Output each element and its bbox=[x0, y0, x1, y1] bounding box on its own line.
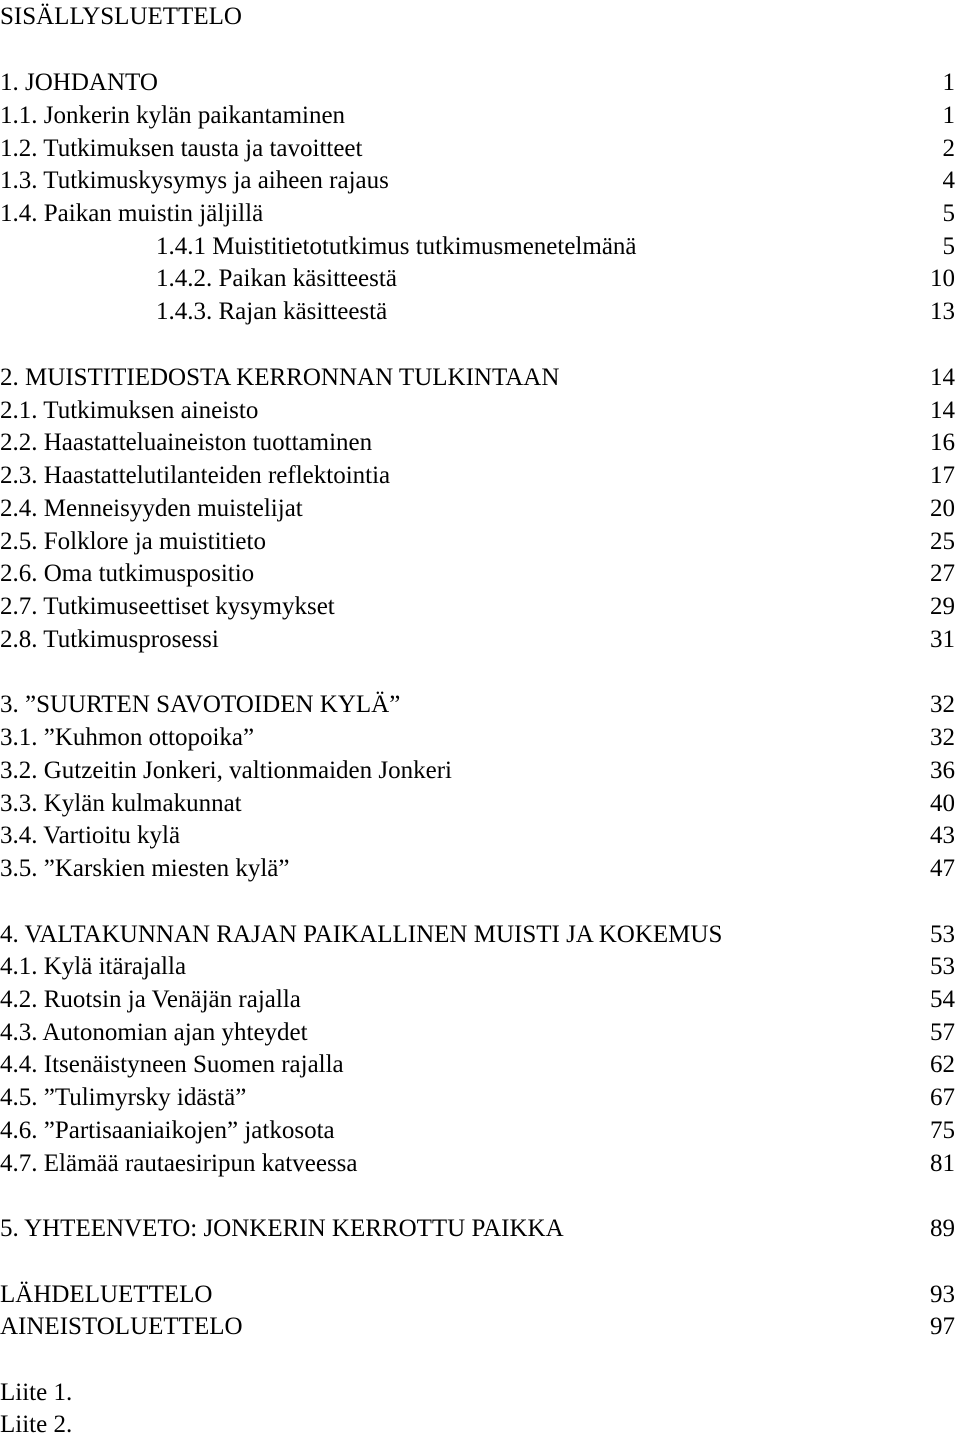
toc-entry bbox=[0, 1410, 955, 1440]
toc-entry bbox=[0, 1116, 955, 1146]
toc-entry-page-number: 53 bbox=[930, 953, 955, 980]
toc-entry-label: 2.3. Haastattelutilanteiden reflektointia bbox=[0, 462, 391, 489]
toc-entry-page-number: 10 bbox=[930, 265, 955, 292]
toc-entry-label: 4.7. Elämää rautaesiripun katveessa bbox=[0, 1150, 358, 1177]
toc-entry-label: 3.2. Gutzeitin Jonkeri, valtionmaiden Jonkeri bbox=[0, 757, 452, 784]
toc-entry-label: 4.5. ”Tulimyrsky idästä” bbox=[0, 1084, 247, 1111]
toc-entry-label: 4.3. Autonomian ajan yhteydet bbox=[0, 1019, 308, 1046]
toc-entry-label: 1.4.1 Muistitietotutkimus tutkimusmenetelmänä bbox=[156, 233, 637, 260]
toc-entry bbox=[0, 559, 955, 589]
toc-entry-page-number: 67 bbox=[930, 1084, 955, 1111]
toc-entry bbox=[0, 690, 955, 720]
toc-entry-page-number: 4 bbox=[942, 167, 955, 194]
toc-entry bbox=[0, 592, 955, 622]
toc-entry bbox=[0, 625, 955, 655]
toc-entry-page-number: 14 bbox=[930, 364, 955, 391]
toc-title: SISÄLLYSLUETTELO bbox=[0, 3, 242, 30]
toc-entry bbox=[0, 1149, 955, 1179]
toc-entry-page-number: 54 bbox=[930, 986, 955, 1013]
toc-entry bbox=[0, 789, 955, 819]
toc-entry-page-number: 43 bbox=[930, 822, 955, 849]
toc-entry-label: AINEISTOLUETTELO bbox=[0, 1313, 243, 1340]
toc-entry bbox=[0, 264, 955, 294]
toc-entry bbox=[0, 396, 955, 426]
toc-entry-page-number: 13 bbox=[930, 298, 955, 325]
toc-entry-label: 4. VALTAKUNNAN RAJAN PAIKALLINEN MUISTI JA KOKEMUS bbox=[0, 921, 723, 948]
toc-entry-page-number: 32 bbox=[930, 691, 955, 718]
toc-entry-page-number: 62 bbox=[930, 1051, 955, 1078]
toc-entry-page-number: 1 bbox=[942, 69, 955, 96]
toc-entry bbox=[0, 821, 955, 851]
toc-entry-page-number: 47 bbox=[930, 855, 955, 882]
toc-entry bbox=[0, 101, 955, 131]
toc-entry bbox=[0, 1018, 955, 1048]
toc-entry-label: 2.7. Tutkimuseettiset kysymykset bbox=[0, 593, 335, 620]
toc-entry-label: 1. JOHDANTO bbox=[0, 69, 158, 96]
toc-entry bbox=[0, 1050, 955, 1080]
toc-entry-page-number: 17 bbox=[930, 462, 955, 489]
toc-entry-label: 1.4.3. Rajan käsitteestä bbox=[156, 298, 388, 325]
toc-entry-label: 4.1. Kylä itärajalla bbox=[0, 953, 187, 980]
toc-entry-label: 2.5. Folklore ja muistitieto bbox=[0, 528, 266, 555]
toc-entry-page-number: 81 bbox=[930, 1150, 955, 1177]
toc-entry-label: 3.5. ”Karskien miesten kylä” bbox=[0, 855, 290, 882]
toc-entry bbox=[0, 68, 955, 98]
toc-entry-page-number: 89 bbox=[930, 1215, 955, 1242]
toc-entry-page-number: 25 bbox=[930, 528, 955, 555]
toc-entry bbox=[0, 1214, 955, 1244]
toc-entry bbox=[0, 1280, 955, 1310]
toc-entry-label: 3.4. Vartioitu kylä bbox=[0, 822, 181, 849]
toc-entry-page-number: 20 bbox=[930, 495, 955, 522]
toc-entry-label: 2. MUISTITIEDOSTA KERRONNAN TULKINTAAN bbox=[0, 364, 560, 391]
toc-entry bbox=[0, 1083, 955, 1113]
toc-entry-page-number: 5 bbox=[942, 233, 955, 260]
toc-entry-page-number: 2 bbox=[942, 135, 955, 162]
toc-entry-label: 4.6. ”Partisaaniaikojen” jatkosota bbox=[0, 1117, 335, 1144]
toc-entry-page-number: 93 bbox=[930, 1281, 955, 1308]
toc-entry-label: 2.8. Tutkimusprosessi bbox=[0, 626, 219, 653]
toc-entry-label: LÄHDELUETTELO bbox=[0, 1281, 213, 1308]
toc-entry bbox=[0, 1312, 955, 1342]
toc-entry-label: 4.4. Itsenäistyneen Suomen rajalla bbox=[0, 1051, 344, 1078]
toc-entry bbox=[0, 1378, 955, 1408]
toc-entry bbox=[0, 952, 955, 982]
toc-entry-page-number: 14 bbox=[930, 397, 955, 424]
toc-entry-label: 1.4. Paikan muistin jäljillä bbox=[0, 200, 264, 227]
toc-entry-page-number: 75 bbox=[930, 1117, 955, 1144]
toc-entry-label: 3.1. ”Kuhmon ottopoika” bbox=[0, 724, 255, 751]
toc-entry bbox=[0, 494, 955, 524]
toc-entry-label: 1.4.2. Paikan käsitteestä bbox=[156, 265, 397, 292]
toc-entry bbox=[0, 461, 955, 491]
toc-entry-page-number: 27 bbox=[930, 560, 955, 587]
toc-entry bbox=[0, 985, 955, 1015]
toc-entry bbox=[0, 199, 955, 229]
toc-entry bbox=[0, 527, 955, 557]
toc-entry bbox=[0, 166, 955, 196]
toc-entry bbox=[0, 134, 955, 164]
toc-entry-page-number: 36 bbox=[930, 757, 955, 784]
toc-entry-page-number: 53 bbox=[930, 921, 955, 948]
toc-entry-label: Liite 1. bbox=[0, 1379, 73, 1406]
toc-entry-label: 2.2. Haastatteluaineiston tuottaminen bbox=[0, 429, 373, 456]
toc-entry bbox=[0, 854, 955, 884]
toc-entry-page-number: 97 bbox=[930, 1313, 955, 1340]
toc-entry-label: 1.2. Tutkimuksen tausta ja tavoitteet bbox=[0, 135, 363, 162]
toc-entry-label: 1.1. Jonkerin kylän paikantaminen bbox=[0, 102, 346, 129]
toc-entry-label: 2.6. Oma tutkimuspositio bbox=[0, 560, 255, 587]
toc-entry-label: 1.3. Tutkimuskysymys ja aiheen rajaus bbox=[0, 167, 389, 194]
toc-entry-label: 3.3. Kylän kulmakunnat bbox=[0, 790, 242, 817]
toc-entry bbox=[0, 428, 955, 458]
toc-entry bbox=[0, 232, 955, 262]
toc-entry-label: Liite 2. bbox=[0, 1411, 73, 1438]
toc-entry bbox=[0, 723, 955, 753]
toc-entry-page-number: 1 bbox=[942, 102, 955, 129]
toc-entry-page-number: 16 bbox=[930, 429, 955, 456]
toc-entry-page-number: 40 bbox=[930, 790, 955, 817]
toc-entry-label: 5. YHTEENVETO: JONKERIN KERROTTU PAIKKA bbox=[0, 1215, 564, 1242]
toc-entry-page-number: 5 bbox=[942, 200, 955, 227]
toc-entry-page-number: 31 bbox=[930, 626, 955, 653]
toc-entry-label: 4.2. Ruotsin ja Venäjän rajalla bbox=[0, 986, 301, 1013]
toc-entry bbox=[0, 920, 955, 950]
toc-entry bbox=[0, 297, 955, 327]
toc-entry-page-number: 29 bbox=[930, 593, 955, 620]
toc-entry-page-number: 32 bbox=[930, 724, 955, 751]
toc-entry-label: 2.1. Tutkimuksen aineisto bbox=[0, 397, 259, 424]
toc-entry-page-number: 57 bbox=[930, 1019, 955, 1046]
toc-entry bbox=[0, 756, 955, 786]
toc-entry-label: 3. ”SUURTEN SAVOTOIDEN KYLÄ” bbox=[0, 691, 401, 718]
toc-entry-label: 2.4. Menneisyyden muistelijat bbox=[0, 495, 303, 522]
toc-entry bbox=[0, 363, 955, 393]
